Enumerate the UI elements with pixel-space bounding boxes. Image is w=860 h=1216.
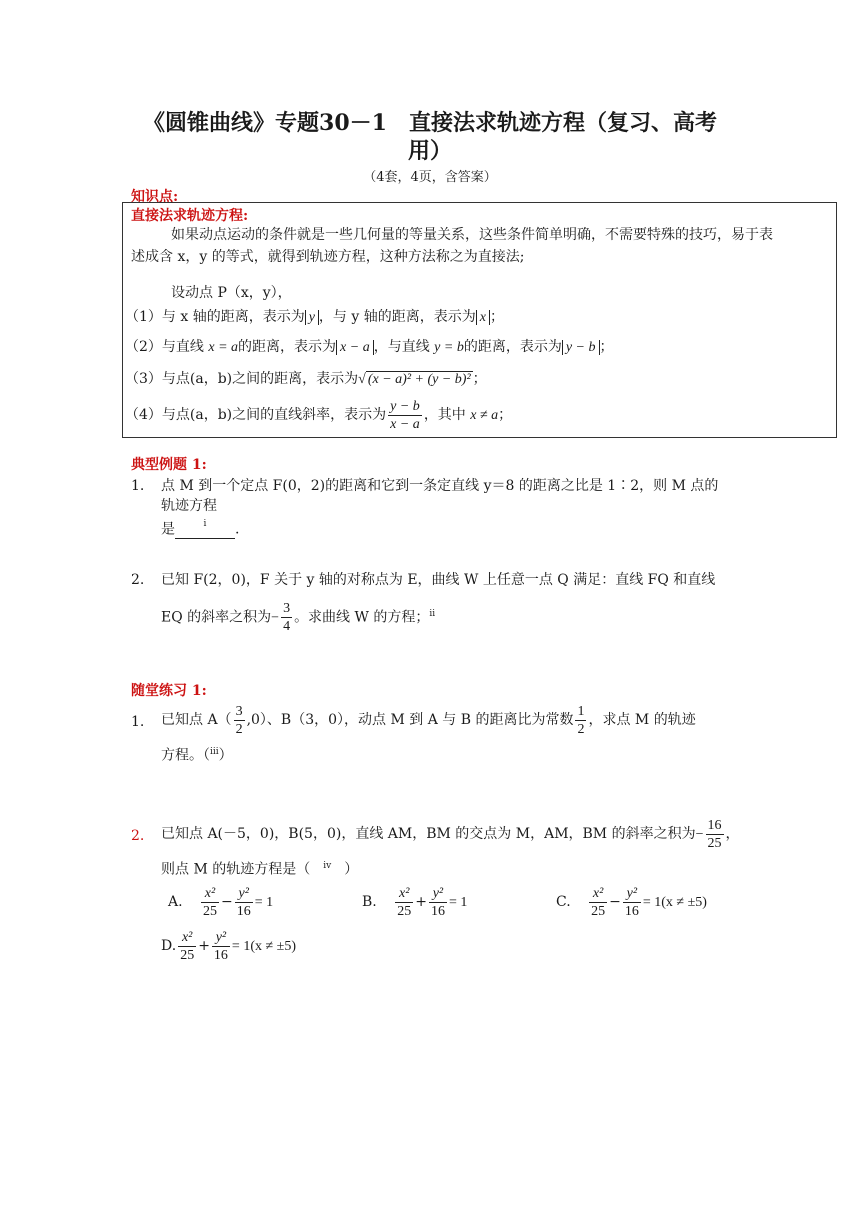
- p2-text: 已知点 A(－5，0)，B(5，0)，直线 AM，BM 的交点为 M，AM，BM 的斜率之积为: [161, 826, 696, 842]
- abs-x-minus-a: x − a: [336, 340, 374, 355]
- p1-text: 已知点 A（: [161, 712, 232, 728]
- x2-over-25: [395, 885, 413, 920]
- x-squared: x²: [395, 885, 413, 903]
- para-line-1: 如果动点运动的条件就是一些几何量的等量关系，这些条件简单明确，不需要特殊的技巧，易于表: [171, 227, 773, 243]
- denominator: 16: [236, 903, 251, 919]
- example-q1-number: 1.: [131, 478, 145, 494]
- option-a[interactable]: [168, 880, 273, 925]
- endnote-ref-iv: iv: [323, 861, 332, 871]
- distance-expression: (x − a)² + (y − b)²: [367, 372, 471, 387]
- eq-y-b: y = b: [434, 340, 464, 355]
- operator: −: [609, 894, 621, 910]
- item-2-end: ；: [599, 339, 614, 355]
- slope-numerator: y − b: [390, 398, 420, 414]
- practice-p2-line-2: [161, 856, 358, 880]
- p1-line2-text: 方程。（: [161, 747, 210, 764]
- option-d-label: D.: [161, 938, 177, 954]
- y-squared: y²: [429, 885, 447, 903]
- item-2-text-3: ，与直线: [373, 339, 430, 355]
- option-b-label: B.: [362, 894, 377, 910]
- q1-period: .: [235, 521, 240, 538]
- x-squared: x²: [589, 885, 607, 903]
- practice-p1-line-2: [161, 742, 233, 766]
- option-a-rhs: = 1: [254, 895, 274, 910]
- option-b-rhs: = 1: [448, 895, 468, 910]
- eq-x-a: x = a: [208, 340, 239, 355]
- x2-over-25: [178, 929, 196, 964]
- denominator: 2: [577, 721, 585, 737]
- practice-p2-line-1: [161, 814, 740, 855]
- item-4-end: ；: [498, 407, 513, 423]
- operator: +: [198, 938, 210, 954]
- x2-over-25: [201, 885, 219, 920]
- page-title-continued: 用）: [407, 138, 452, 164]
- cond-x-ne-a: x ≠ a: [470, 408, 499, 423]
- p2-line2-end: ）: [344, 861, 359, 878]
- operator: +: [415, 894, 427, 910]
- denominator: 16: [624, 903, 639, 919]
- option-d-rhs: = 1(x ≠ ±5): [231, 939, 297, 954]
- numerator: 16: [707, 817, 722, 833]
- practice-p1-line-1: [161, 700, 696, 740]
- knowledge-box: [122, 202, 837, 438]
- example-q1-line-3: [161, 516, 239, 541]
- numerator: 1: [577, 703, 585, 719]
- practice-p1-number: 1.: [131, 714, 145, 730]
- y-squared: y²: [212, 929, 230, 947]
- item-1-end: ；: [489, 309, 504, 325]
- abs-y-minus-b: y − b: [562, 340, 600, 355]
- answer-blank: [175, 514, 235, 539]
- item-1-text-2: ，与 y 轴的距离，表示为: [318, 309, 476, 325]
- p2-line2-text: 则点 M 的轨迹方程是（: [161, 861, 311, 878]
- item-3: [125, 369, 487, 390]
- item-3-end: ；: [472, 371, 487, 387]
- p1-line2-end: ）: [218, 747, 233, 764]
- denominator: 25: [397, 903, 412, 919]
- p1-text-3: ，求点 M 的轨迹: [588, 712, 696, 728]
- example-q2-number: 2.: [131, 572, 145, 588]
- y2-over-16: [212, 929, 230, 964]
- y2-over-16: [623, 885, 641, 920]
- item-2-text: （2）与直线: [125, 339, 204, 355]
- x-squared: x²: [178, 929, 196, 947]
- sqrt-sign: √: [358, 372, 366, 387]
- x-squared: x²: [201, 885, 219, 903]
- abs-y: y: [305, 310, 319, 325]
- example-q1-line-2: 轨迹方程: [161, 498, 217, 514]
- slope-fraction: [388, 398, 422, 433]
- example-q2-line-2: [161, 594, 435, 639]
- p2-comma: ，: [725, 826, 740, 842]
- denominator: 4: [283, 619, 291, 635]
- fraction-1-2: [575, 703, 586, 738]
- numerator: 3: [283, 601, 291, 617]
- item-2-text-2: 的距离，表示为: [238, 339, 337, 355]
- item-3-text: （3）与点(a，b)之间的距离，表示为: [125, 371, 359, 387]
- minus-sign: −: [695, 827, 704, 842]
- abs-x: x: [476, 310, 490, 325]
- denominator: 25: [591, 903, 606, 919]
- item-1: [125, 307, 504, 328]
- fraction-16-25: [706, 817, 724, 852]
- denominator: 25: [707, 835, 722, 851]
- denominator: 2: [235, 721, 243, 737]
- q2-text: EQ 的斜率之积为: [161, 609, 272, 626]
- page-subtitle: （4套，4页，含答案）: [363, 170, 497, 185]
- option-c-rhs: = 1(x ≠ ±5): [642, 895, 707, 910]
- option-c-label: C.: [556, 894, 571, 910]
- y-squared: y²: [235, 885, 253, 903]
- option-a-label: A.: [168, 894, 183, 910]
- box-heading: 直接法求轨迹方程:: [131, 208, 249, 224]
- fraction-3-4: [281, 600, 292, 635]
- item-4-text-2: ，其中: [423, 407, 466, 423]
- operator: −: [221, 894, 233, 910]
- q1-prefix: 是: [161, 521, 175, 538]
- p1-text-2: ,0）、B（3，0），动点 M 到 A 与 B 的距离比为常数: [246, 712, 574, 728]
- endnote-ref-i: i: [203, 519, 207, 529]
- item-1-text: （1）与 x 轴的距离，表示为: [125, 309, 305, 325]
- endnote-ref-iii: iii: [210, 747, 219, 757]
- option-d[interactable]: [161, 924, 296, 969]
- y2-over-16: [429, 885, 447, 920]
- item-2-text-4: 的距离，表示为: [463, 339, 562, 355]
- endnote-ref-ii: ii: [429, 609, 436, 619]
- fraction-3-2: [234, 703, 245, 738]
- item-4-text: （4）与点(a，b)之间的直线斜率，表示为: [125, 407, 387, 423]
- y2-over-16: [235, 885, 253, 920]
- option-b[interactable]: [362, 880, 467, 925]
- knowledge-heading: 知识点:: [131, 189, 179, 205]
- example-q1-line-1: 点 M 到一个定点 F(0，2)的距离和它到一条定直线 y＝8 的距离之比是 1∶2，则 M 点的: [161, 478, 719, 494]
- x2-over-25: [589, 885, 607, 920]
- numerator: 3: [235, 703, 243, 719]
- denominator: 16: [213, 947, 228, 963]
- practice-p2-number: 2.: [131, 828, 145, 844]
- example-q2-line-1: 已知 F(2，0)，F 关于 y 轴的对称点为 E，曲线 W 上任意一点 Q 满足：直线 FQ 和直线: [161, 572, 716, 588]
- q2-text-2: 。求曲线 W 的方程；: [294, 609, 430, 626]
- denominator: 16: [430, 903, 445, 919]
- denominator: 25: [203, 903, 218, 919]
- para-line-2: 述成含 x，y 的等式，就得到轨迹方程，这种方法称之为直接法;: [131, 249, 525, 265]
- denominator: 25: [180, 947, 195, 963]
- setup-line: 设动点 P（x，y），: [171, 285, 292, 301]
- practice-heading: 随堂练习 1:: [131, 683, 207, 699]
- item-4: [125, 395, 512, 436]
- minus-sign: −: [271, 610, 280, 626]
- option-c[interactable]: [556, 880, 707, 925]
- y-squared: y²: [623, 885, 641, 903]
- item-2: [125, 337, 614, 358]
- example-heading: 典型例题 1:: [131, 457, 207, 473]
- slope-denominator: x − a: [390, 416, 420, 432]
- page-title: 《圆锥曲线》专题30－1 直接法求轨迹方程（复习、高考: [143, 110, 717, 136]
